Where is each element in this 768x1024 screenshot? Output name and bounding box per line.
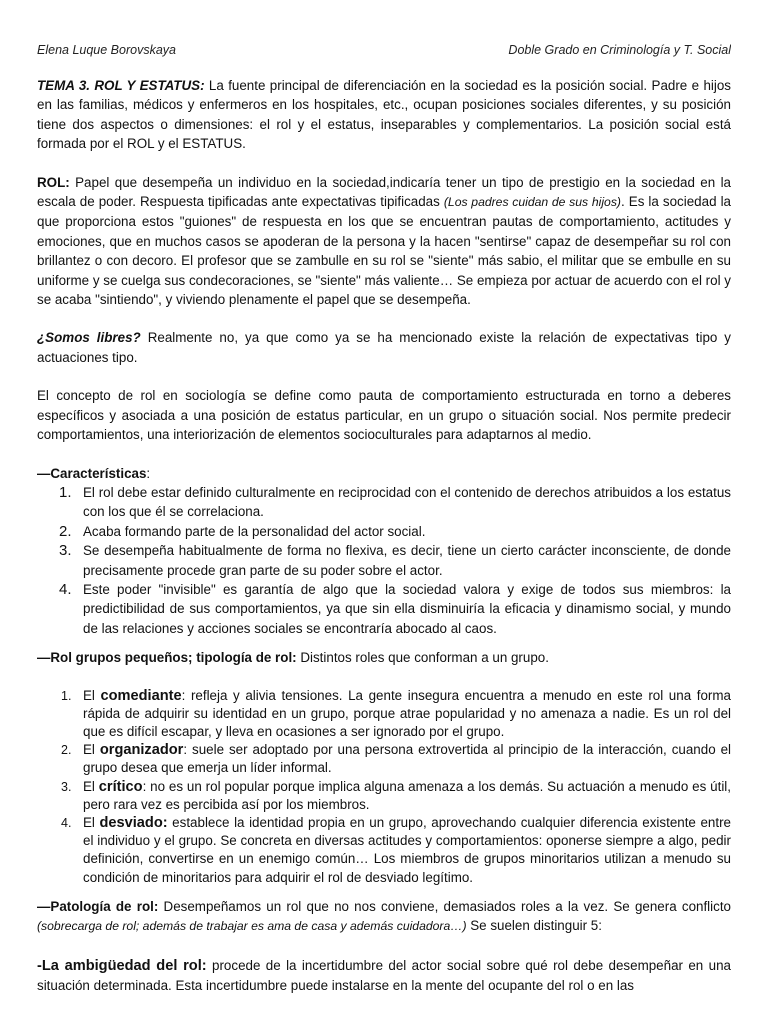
document-page (37, 0, 731, 1024)
list-text: : suele ser adoptado por una persona extrovertida al principio de la interacción, cuando el grupo desea que emerja un líder informal. (83, 742, 731, 776)
patologia-text-2: Se suelen distinguir 5: (466, 918, 602, 934)
libres-paragraph (37, 328, 731, 367)
list-item (37, 541, 731, 580)
list-number: 3. (61, 779, 72, 794)
role-term: crítico (98, 778, 143, 795)
grupos-title: —Rol grupos pequeños; tipología de rol: (37, 650, 297, 666)
list-item (37, 580, 731, 638)
caracteristicas-colon: : (146, 465, 151, 481)
grupos-list (37, 687, 731, 887)
header-author: Elena Luque Borovskaya (37, 43, 176, 57)
patologia-example: (sobrecarga de rol; además de trabajar es ama de casa y además cuidadora…) (37, 919, 467, 934)
list-number: 3. (59, 542, 72, 560)
list-pre: El (83, 687, 101, 703)
list-pre: El (83, 742, 100, 758)
role-term: organizador (99, 742, 184, 759)
list-number: 4. (61, 815, 72, 830)
list-number: 2. (61, 743, 72, 758)
list-pre: El (83, 778, 99, 794)
document-body (37, 76, 731, 995)
caracteristicas-heading (37, 464, 731, 483)
list-text: Este poder "invisible" es garantía de algo que la sociedad valora y exige de todos sus miembros: la predictibilidad de sus comportamientos, ya que sin ella disminuiría la eficacia y dinamismo social, y mundo de las relaciones y acciones sociales se encontraría abocado al caos. (83, 581, 731, 636)
list-text: : no es un rol popular porque implica alguna amenaza a los demás. Su actuación a menudo es útil, pero rara vez es percibida así por los miembros. (83, 778, 731, 812)
list-number: 4. (59, 580, 72, 598)
rol-example: (Los padres cuidan de sus hijos) (443, 195, 621, 210)
ambiguedad-text: procede de la incertidumbre del actor social sobre qué rol debe desempeñar en una situación determinada. Esta incertidumbre puede instalarse en la mente del ocupante del rol o en las (37, 957, 731, 994)
list-number: 2. (59, 522, 72, 540)
list-pre: El (83, 814, 100, 830)
ambiguedad-title: -La ambigüedad del rol: (37, 957, 207, 974)
role-term: desviado: (99, 814, 168, 831)
tema-text: La fuente principal de diferenciación en la sociedad es la posición social. Padre e hijos en las familias, médicos y enfermeros en los hospitales, etc., ocupan posiciones sociales diferentes, y su posición tiene dos aspectos o dimensiones: el rol y el estatus, inseparables y complementarios. La posición social está formada por el ROL y el ESTATUS. (37, 78, 731, 152)
patologia-paragraph (37, 897, 731, 937)
rol-title: ROL: (37, 174, 70, 190)
patologia-text: Desempeñamos un rol que no nos conviene, demasiados roles a la vez. Se genera conflicto (158, 898, 731, 914)
list-item (37, 741, 731, 777)
list-number: 1. (61, 688, 72, 703)
list-text: El rol debe estar definido culturalmente en reciprocidad con el contenido de derechos atribuidos a los estatus con los que él se correlaciona. (83, 484, 731, 520)
role-term: comediante (100, 687, 182, 704)
rol-text-2: . Es la sociedad la que proporciona estos "guiones" de respuesta en los que se encuentran pautas de comportamiento, actitudes y emociones, que en muchos casos se apoderan de la persona y la hacen "sentirse" capaz de desempeñar su rol con brillantez o con decoro. El profesor que se zambulle en su rol se "siente" más sabio, el militar que se embulle en su uniforme y se cuelga sus condecoraciones, se "siente" más valiente… Se empieza por actuar de acuerdo con el rol y se acaba "sintiendo", y viviendo plenamente el papel que se desempeña. (37, 194, 731, 308)
caracteristicas-list (37, 483, 731, 638)
list-text: establece la identidad propia en un grupo, aprovechando cualquier diferencia existente entre el individuo y el grupo. Se concreta en diversas actitudes y comportamientos: oponerse siempre a algo, pedir definición, convertirse en un enemigo común… Los miembros de grupos minoritarios utilizan a menudo su condición de minoritarios para adquirir el rol de desviado legítimo. (83, 814, 731, 885)
tema-title: TEMA 3. ROL Y ESTATUS: (37, 78, 205, 93)
rol-text-1: Papel que desempeña un individuo en la sociedad,indicaría tener un tipo de prestigio en la sociedad en la escala de poder. Respuesta tipificadas ante expectativas tipificadas (37, 174, 731, 210)
list-item (37, 814, 731, 887)
list-item (37, 687, 731, 742)
patologia-title: —Patología de rol: (37, 898, 159, 914)
caracteristicas-title: —Características (37, 465, 147, 481)
header-course: Doble Grado en Criminología y T. Social (508, 43, 731, 57)
concepto-paragraph: El concepto de rol en sociología se define como pauta de comportamiento estructurada en torno a deberes específicos y asociada a una posición de estatus particular, en un grupo o situación social. Nos permite predecir comportamientos, una interiorización de elementos socioculturales para adaptarnos al medio. (37, 388, 731, 443)
libres-question: ¿Somos libres? (37, 330, 141, 346)
libres-text: Realmente no, ya que como ya se ha mencionado existe la relación de expectativas tipo y actuaciones tipo. (37, 330, 731, 365)
tema-paragraph (37, 76, 731, 154)
list-number: 1. (59, 483, 72, 501)
list-item (37, 483, 731, 522)
list-text: : refleja y alivia tensiones. La gente insegura encuentra a menudo en este rol una forma rápida de adquirir su identidad en un grupo, porque atrae popularidad y no amenaza a nadie. Es un rol del que es difícil escapar, y lleva en ocasiones a ser ignorado por el grupo. (83, 687, 731, 739)
list-text: Acaba formando parte de la personalidad del actor social. (83, 523, 426, 539)
ambiguedad-paragraph (37, 956, 731, 996)
grupos-text: Distintos roles que conforman a un grupo. (296, 650, 549, 666)
rol-paragraph (37, 173, 731, 310)
list-text: Se desempeña habitualmente de forma no flexiva, es decir, tiene un cierto carácter inconsciente, de donde precisamente procede gran parte de su poder sobre el actor. (83, 543, 731, 578)
list-item (37, 522, 731, 541)
grupos-heading (37, 648, 731, 667)
list-item (37, 778, 731, 814)
